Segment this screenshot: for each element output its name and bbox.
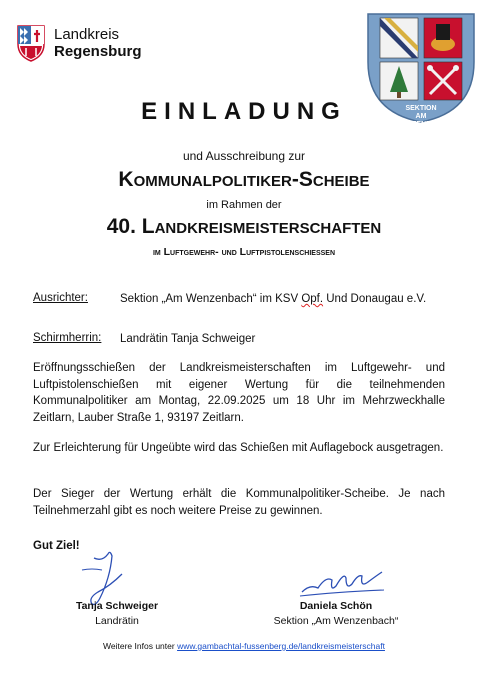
- closing-text: Gut Ziel!: [33, 540, 80, 552]
- paragraph-preise: Der Sieger der Wertung erhält die Kommunalpolitiker-Scheibe. Je nach Teilnehmerzahl gibt es noch weitere Preise zu gewinnen.: [33, 488, 445, 517]
- subtitle-ausschreibung: und Ausschreibung zur: [182, 149, 306, 163]
- subtitle-rahmen: im Rahmen der: [206, 199, 282, 211]
- footer-text: Weitere Infos unter: [103, 641, 178, 651]
- signature-role-schoen: Sektion „Am Wenzenbach“: [273, 615, 399, 627]
- logo-text-landkreis: Landkreis: [54, 26, 120, 43]
- seal-text-sektion: SEKTION: [405, 105, 437, 112]
- ausrichter-label: Ausrichter:: [33, 292, 88, 304]
- signature-name-schoen: Daniela Schön: [299, 600, 373, 612]
- schirmherrin-label: Schirmherrin:: [33, 332, 102, 344]
- seal-text-am: AM: [415, 113, 427, 120]
- document-title: EINLADUNG: [141, 98, 347, 125]
- signature-name-schweiger: Tanja Schweiger: [75, 600, 159, 612]
- headline-disciplines: im Luftgewehr- und Luftpistolenschießen: [152, 246, 336, 258]
- paragraph-event: Eröffnungsschießen der Landkreismeisterschaften im Luftgewehr- und Luftpistolenschießen mit eigener Wertung für die teilnehmenden Kommunalpolitiker am Montag, 22.09.2025 um 18 Uhr im Mehrzweckhalle Zeitlarn, Lauber Straße 1, 93197 Zeitlarn.: [33, 362, 445, 424]
- footer: [0, 641, 488, 651]
- headline-kommunalpolitiker: Kommunalpolitiker-Scheibe: [118, 168, 370, 191]
- spellcheck-word: Opf.: [301, 293, 324, 305]
- headline-landkreismeisterschaften: 40. Landkreismeisterschaften: [106, 215, 382, 238]
- schirmherrin-value: Landrätin Tanja Schweiger: [120, 333, 256, 345]
- ausrichter-value: Sektion „Am Wenzenbach“ im KSV Opf. Und Donaugau e.V.: [120, 293, 427, 305]
- landkreis-crest-icon: [16, 24, 46, 62]
- signature-role-schweiger: Landrätin: [95, 615, 139, 627]
- seal-text-wenzenbach: WENZENBACH: [395, 121, 447, 128]
- signature-schoen-icon: [296, 566, 388, 600]
- paragraph-auflagebock: Zur Erleichterung für Ungeübte wird das Schießen mit Auflagebock ausgetragen.: [33, 442, 444, 454]
- footer-link[interactable]: www.gambachtal-fussenberg.de/landkreismeisterschaft: [177, 641, 385, 651]
- logo-text-regensburg: Regensburg: [54, 43, 142, 60]
- landkreis-logo: [16, 22, 156, 70]
